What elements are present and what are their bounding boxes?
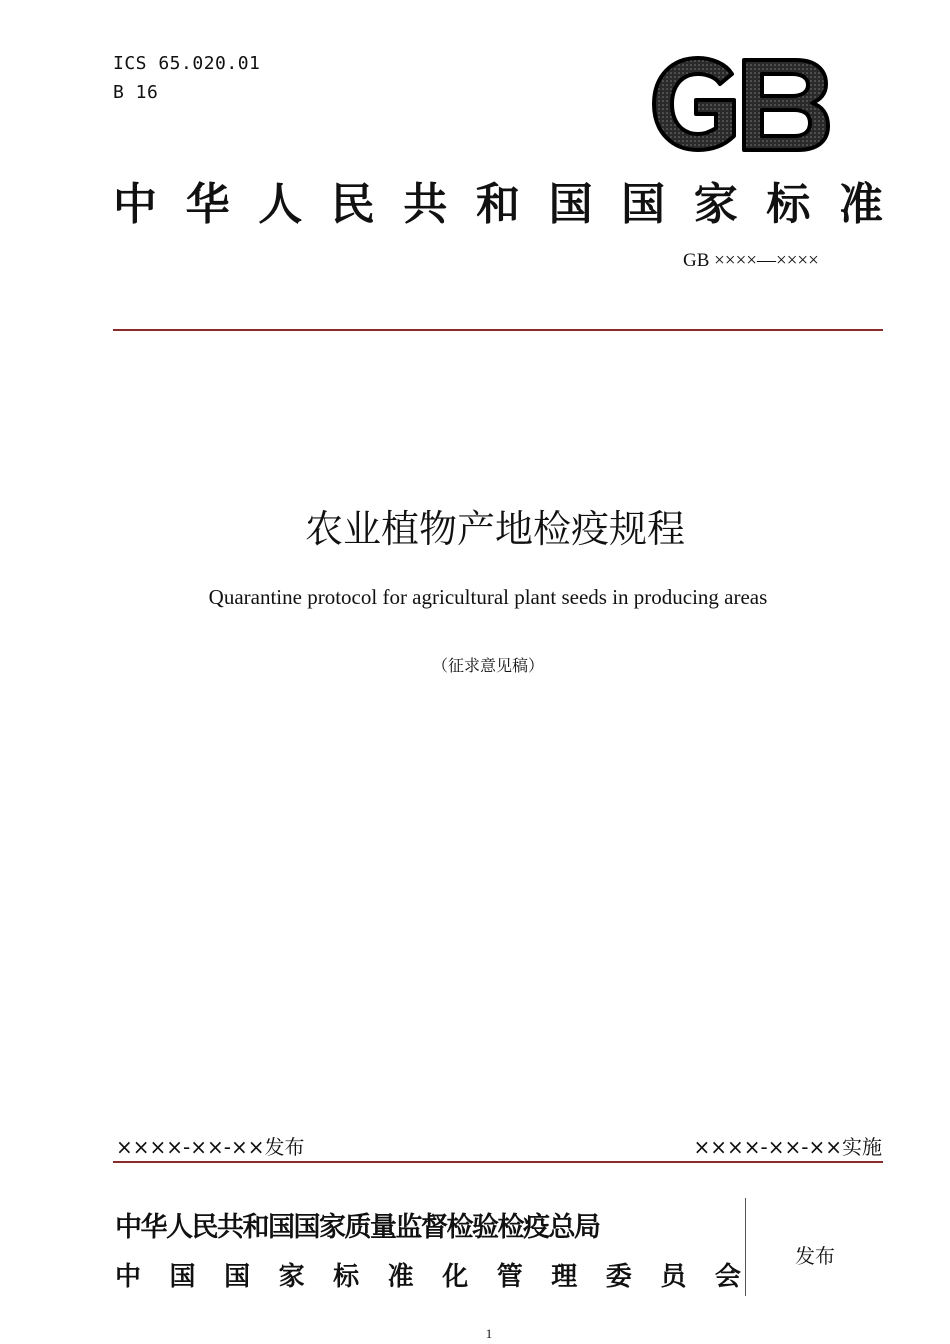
issuing-authorities — [113, 1198, 746, 1296]
issuer-char: 理 — [551, 1262, 578, 1292]
issuer-sac — [115, 1256, 741, 1293]
page-number: 1 — [485, 1326, 493, 1341]
title-char: 国 — [548, 179, 593, 230]
issuer-aqsiq: 中华人民共和国国家质量监督检验检疫总局 — [115, 1212, 600, 1243]
issuer-char: 化 — [442, 1262, 469, 1292]
bottom-divider — [113, 1161, 883, 1163]
title-char: 国 — [621, 179, 666, 230]
title-char: 准 — [838, 179, 883, 230]
title-char: 中 — [113, 179, 157, 230]
gb-logo-letter-b — [744, 60, 828, 150]
document-english-title: Quarantine protocol for agricultural plant seeds in producing areas — [208, 585, 768, 609]
draft-status: （征求意见稿） — [431, 656, 544, 675]
issuer-char: 委 — [605, 1262, 632, 1292]
gb-logo-letter-g — [654, 58, 734, 150]
title-char: 华 — [185, 179, 230, 230]
issuer-char: 国 — [224, 1262, 251, 1292]
issuer-char: 准 — [387, 1262, 414, 1292]
issuer-char: 标 — [333, 1262, 360, 1292]
title-char: 标 — [766, 179, 811, 230]
gb-logo-graphic — [650, 56, 830, 152]
publish-label: 发布 — [795, 1244, 835, 1268]
issuer-char: 国 — [169, 1262, 196, 1292]
title-char: 家 — [693, 179, 738, 230]
effective-date: ××××-××-××实施 — [693, 1135, 882, 1159]
title-char: 共 — [403, 179, 448, 230]
release-date: ××××-××-××发布 — [116, 1135, 305, 1159]
gb-logo — [650, 56, 830, 152]
issuer-char: 家 — [278, 1262, 305, 1292]
document-title: 农业植物产地检疫规程 — [304, 507, 685, 551]
issuer-char: 会 — [714, 1262, 741, 1292]
title-char: 和 — [475, 179, 520, 230]
issuer-char: 中 — [115, 1262, 142, 1292]
ccs-code: B 16 — [113, 82, 159, 103]
ics-code: ICS 65.020.01 — [113, 53, 261, 74]
classification-codes — [113, 49, 260, 107]
title-char: 人 — [258, 179, 303, 230]
top-divider — [113, 329, 883, 331]
national-standard-title — [113, 168, 883, 232]
standard-number: GB ××××—×××× — [683, 250, 819, 271]
issuer-char: 管 — [496, 1262, 523, 1292]
title-char: 民 — [330, 179, 375, 230]
issuer-char: 员 — [660, 1262, 687, 1292]
